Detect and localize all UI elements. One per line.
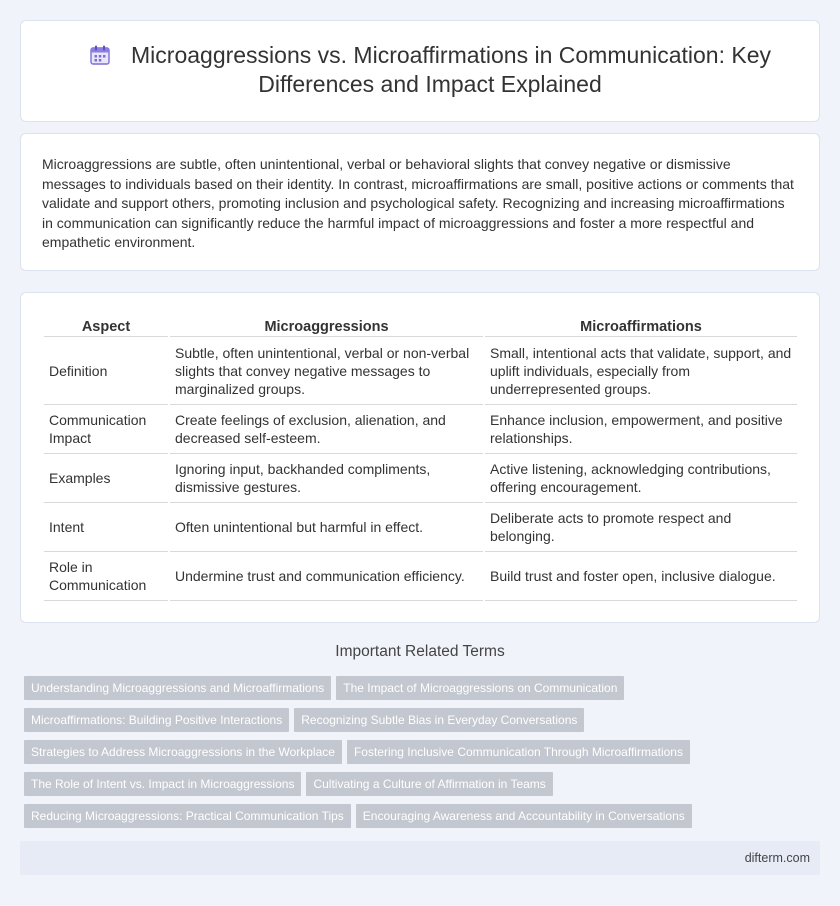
related-term-tag[interactable]: Recognizing Subtle Bias in Everyday Conversations — [294, 708, 584, 732]
intro-card — [20, 133, 820, 271]
comparison-table-card — [20, 292, 820, 623]
related-term-tag[interactable]: Fostering Inclusive Communication Through Microaffirmations — [347, 740, 690, 764]
footer — [20, 841, 820, 875]
cell-aspect: Examples — [44, 454, 168, 503]
comparison-table — [42, 316, 799, 601]
related-term-tag[interactable]: Understanding Microaggressions and Microaffirmations — [24, 676, 331, 700]
related-term-tag[interactable]: Cultivating a Culture of Affirmation in Teams — [306, 772, 552, 796]
table-row — [44, 552, 797, 601]
table-row — [44, 454, 797, 503]
related-term-tag[interactable]: Reducing Microaggressions: Practical Communication Tips — [24, 804, 351, 828]
page-title: Microaggressions vs. Microaffirmations in Communication: Key Differences and Impact Explained — [131, 42, 771, 97]
header-microaggressions: Microaggressions — [170, 316, 483, 337]
cell-microaffirmations: Enhance inclusion, empowerment, and positive relationships. — [485, 405, 797, 454]
cell-microaffirmations: Small, intentional acts that validate, support, and uplift individuals, especially from underrepresented groups. — [485, 337, 797, 405]
title-card — [20, 20, 820, 122]
related-term-tag[interactable]: Encouraging Awareness and Accountability in Conversations — [356, 804, 692, 828]
cell-microaffirmations: Active listening, acknowledging contributions, offering encouragement. — [485, 454, 797, 503]
cell-microaggressions: Ignoring input, backhanded compliments, dismissive gestures. — [170, 454, 483, 503]
table-row — [44, 337, 797, 405]
table-header-row — [44, 316, 797, 337]
footer-site-link[interactable]: difterm.com — [744, 851, 810, 865]
cell-microaggressions: Create feelings of exclusion, alienation, and decreased self-esteem. — [170, 405, 483, 454]
header-aspect: Aspect — [44, 316, 168, 337]
cell-aspect: Role in Communication — [44, 552, 168, 601]
cell-aspect: Communication Impact — [44, 405, 168, 454]
cell-aspect: Definition — [44, 337, 168, 405]
related-terms-title: Important Related Terms — [335, 643, 505, 660]
related-term-tag[interactable]: Strategies to Address Microaggressions in the Workplace — [24, 740, 342, 764]
cell-microaggressions: Undermine trust and communication efficiency. — [170, 552, 483, 601]
page-title-wrap — [61, 41, 799, 99]
table-row — [44, 405, 797, 454]
related-term-tag[interactable]: The Role of Intent vs. Impact in Microaggressions — [24, 772, 301, 796]
cell-microaggressions: Subtle, often unintentional, verbal or non-verbal slights that convey negative messages to marginalized groups. — [170, 337, 483, 405]
related-term-tag[interactable]: The Impact of Microaggressions on Communication — [336, 676, 624, 700]
related-terms-list — [24, 676, 814, 836]
cell-aspect: Intent — [44, 503, 168, 552]
header-microaffirmations: Microaffirmations — [485, 316, 797, 337]
cell-microaffirmations: Deliberate acts to promote respect and belonging. — [485, 503, 797, 552]
intro-paragraph: Microaggressions are subtle, often unintentional, verbal or behavioral slights that convey negative or dismissive messages to individuals based on their identity. In contrast, microaffirmations are small, positive actions or comments that validate and support others, promoting inclusion and psychological safety. Recognizing and increasing microaffirmations in communication can significantly reduce the harmful impact of microaggressions and foster a more respectful and empathetic environment. — [42, 156, 794, 251]
table-row — [44, 503, 797, 552]
related-term-tag[interactable]: Microaffirmations: Building Positive Interactions — [24, 708, 289, 732]
cell-microaffirmations: Build trust and foster open, inclusive dialogue. — [485, 552, 797, 601]
cell-microaggressions: Often unintentional but harmful in effect. — [170, 503, 483, 552]
calendar-icon — [89, 44, 111, 66]
